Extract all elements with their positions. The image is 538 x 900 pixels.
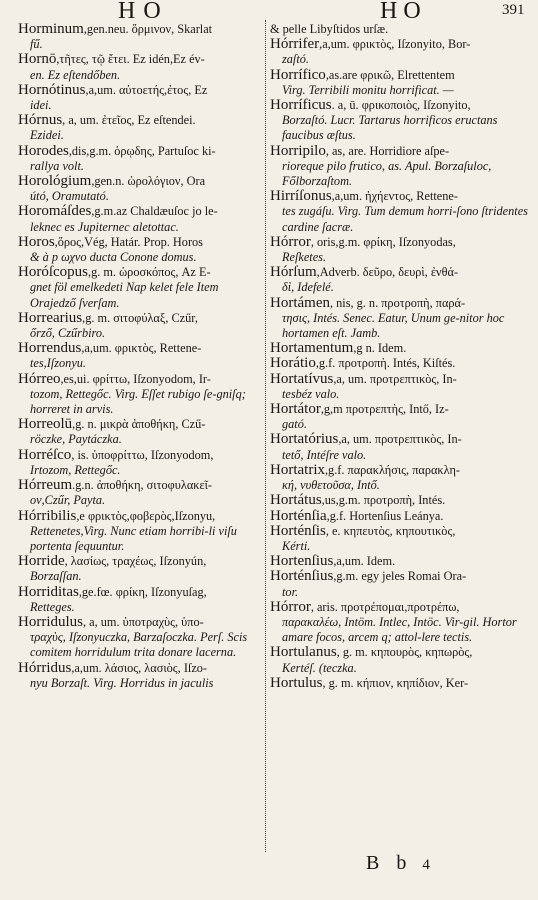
entry-definition: ,dis,g.m. ὁρῳδης, Partuſoc ki- — [68, 143, 216, 158]
entry-continuation: tes,Iſzonyu. — [30, 356, 87, 371]
dictionary-entry — [270, 645, 528, 675]
entry-headword: Horreolū — [18, 416, 73, 433]
entry-continuation: tes zugáſu. Virg. Tum demum horri-ſono ſtridentes cardine ſacræ. — [282, 204, 528, 234]
entry-definition: ,g.f. παρακλήσις, παρακλη- — [324, 462, 460, 477]
entry-continuation: Irtozom, Rettegőc. — [30, 462, 121, 477]
entry-definition: ,us,g.m. προτροπὴ, Intés. — [321, 493, 446, 508]
dictionary-entry — [270, 98, 528, 144]
entry-headword: Horrearius — [18, 309, 83, 326]
entry-headword: Horténſis — [270, 522, 326, 539]
entry-headword: Hornótinus — [18, 81, 86, 98]
entry-continuation: κή, νυθετοῦσα, Intő. — [282, 478, 380, 493]
entry-headword: Hórror — [270, 598, 311, 615]
entry-headword: Horríficus — [270, 97, 332, 114]
entry-definition: ,g,m προτρεπτὴς, Intő, Iz- — [320, 402, 449, 417]
entry-definition: ,es,ui. φρίττω, Iſzonyodom, Ir- — [60, 371, 211, 386]
entry-definition: ,a, um. προτρεπτικὸς, In- — [338, 432, 462, 447]
entry-headword: Horriditas — [18, 583, 79, 600]
dictionary-entry — [18, 448, 264, 478]
entry-headword: Hórribilis — [18, 507, 77, 524]
entry-headword: Horride — [18, 553, 65, 570]
dictionary-entry — [270, 493, 528, 508]
dictionary-entry — [270, 554, 528, 569]
entry-definition: .g.n. ἀποθήκη, σιτοφυλακεῖ- — [72, 478, 213, 493]
entry-headword: Hirríſonus — [270, 188, 332, 205]
entry-continuation: Retteges. — [30, 599, 75, 614]
entry-headword: Hórror — [270, 233, 311, 250]
entry-headword: Hortulus — [270, 674, 323, 691]
entry-continuation: tozom, Rettegőc. Virg. Eſſet rubigo ſe-gniſq; horreret in arvis. — [30, 386, 246, 417]
dictionary-entry — [270, 676, 528, 691]
entry-definition: , a, um. ὑποτραχὺς, ὑπο- — [83, 614, 204, 629]
dictionary-entry — [18, 615, 264, 661]
entry-continuation: τησις, Intés. Senec. Eatur, Unum ge-nitor hoc hortamen eſt. Jamb. — [282, 310, 505, 341]
entry-continuation: Borzaſtó. Lucr. Tartarus horrificos eructans faucibus æſtus. — [282, 113, 498, 143]
dictionary-entry — [270, 189, 528, 235]
entry-definition: ,g.f. προτροπὴ. Intés, Kiſtés. — [315, 356, 456, 371]
entry-definition: ,g. m. σιτοφύλαξ, Czűr, — [82, 310, 198, 325]
entry-definition: , a, um. ἐτεῖος, Ez eſtendei. — [62, 113, 196, 128]
entry-definition: ,a, um. προτρεπτικὸς, In- — [333, 371, 457, 386]
entry-continuation: rioreque pilo frutico, as. Apul. Borzaſuloc, Főlborzaſtom. — [282, 158, 492, 189]
footer-number: 4 — [422, 857, 430, 873]
entry-headword: Horomáſdes — [18, 203, 92, 220]
dictionary-entry — [270, 372, 528, 402]
dictionary-entry — [18, 509, 264, 555]
dictionary-entry — [18, 585, 264, 615]
entry-continuation: Borzaſſan. — [30, 569, 82, 584]
entry-headword: Hortenſius — [270, 553, 334, 570]
entry-definition: , g. m. κήπιον, κηπίδιον, Ker- — [322, 675, 469, 690]
entry-headword: Hortatórius — [270, 431, 339, 448]
entry-headword: Hornō — [18, 51, 57, 68]
dictionary-entry — [270, 509, 528, 524]
entry-headword: Hórridus — [18, 659, 72, 676]
entry-headword: Hortatrix — [270, 461, 325, 478]
entry-headword: Horóſcopus — [18, 264, 88, 281]
entry-continuation: Reſketes. — [282, 250, 327, 265]
footer-signature: B b — [366, 852, 413, 874]
entry-continuation: en. Ez eſtendőben. — [30, 67, 121, 82]
dictionary-entry — [18, 661, 264, 691]
dictionary-entry — [18, 341, 264, 371]
entry-continuation: fű. — [30, 37, 43, 52]
entry-continuation: tesbéz valo. — [282, 386, 340, 401]
dictionary-entry — [270, 144, 528, 190]
entry-continuation: tető, Intéſre valo. — [282, 447, 367, 462]
dictionary-entry — [18, 311, 264, 341]
dictionary-entry — [18, 52, 264, 82]
left-column — [18, 22, 264, 691]
entry-headword: Hórrifer — [270, 36, 320, 53]
entry-headword: Horténſius — [270, 568, 334, 585]
entry-continuation: παρακαλέω, Intöm. Intlec, Intöc. Vir-gil. Hortor amare focos, arcem q; attol-lere tectis. — [282, 614, 517, 645]
entry-headword: Horrífico — [270, 66, 326, 83]
right-column — [270, 22, 528, 691]
dictionary-entry — [18, 174, 264, 204]
dictionary-entry — [270, 524, 528, 554]
entry-headword: Hortulanus — [270, 644, 337, 661]
entry-headword: Horréſco — [18, 446, 72, 463]
entry-headword: Horténſia — [270, 507, 327, 524]
entry-definition: ,ὅρος,Vég, Határ. Prop. Horos — [54, 234, 203, 249]
page-number: 391 — [502, 2, 525, 18]
dictionary-entry — [270, 600, 528, 646]
entry-definition: , g. m. κηπουρὸς, κηπωρὸς, — [336, 645, 473, 660]
entry-definition: . a, ū. φρικοποιὸς, Iſzonyito, — [331, 98, 471, 113]
dictionary-entry — [18, 265, 264, 311]
entry-headword: Horos — [18, 233, 55, 250]
page-footer — [366, 852, 430, 875]
dictionary-entry — [270, 68, 528, 98]
entry-definition: ,a,um. φρικτὸς, Rettene- — [81, 341, 202, 356]
entry-headword: Hórreum — [18, 477, 73, 494]
entry-headword: Horridulus — [18, 613, 83, 630]
entry-headword: Hortátus — [270, 492, 322, 509]
entry-definition: , nis, g. n. προτροπὴ, παρά- — [329, 295, 466, 310]
entry-headword: Horodes — [18, 142, 69, 159]
dictionary-entry — [270, 296, 528, 342]
entry-definition: ,g n. Idem. — [353, 341, 407, 356]
entry-definition: ,g. n. μικρὰ ἀποθήκη, Czű- — [72, 417, 206, 432]
entry-definition: ,gen.neu. ὅρμινον, Skarlat — [83, 22, 213, 36]
entry-definition: , as, are. Horridiore aſpe- — [325, 143, 450, 158]
entry-continuation: δὶ, Idefelé. — [282, 280, 334, 295]
entry-continuation: őrző, Czűrbiro. — [30, 326, 106, 341]
entry-definition: , λασίως, τραχέως, Iſzonyún, — [64, 554, 207, 569]
entry-definition: ,a,um. λάσιος, λασιὸς, Iſzo- — [71, 660, 208, 675]
entry-definition: ,as.are φρικῶ, Elrettentem — [325, 67, 455, 82]
entry-continuation: ον,Czűr, Payta. — [30, 493, 106, 508]
entry-headword: Hortamentum — [270, 340, 354, 357]
dictionary-entry — [18, 22, 264, 52]
entry-definition: ,τῆτες, τῷ ἔτει. Ez idén,Ez év- — [56, 52, 205, 67]
entry-definition: ,a,um. ἠχήεντος, Rettene- — [331, 189, 458, 204]
entry-definition: ,g.m. egy jeles Romai Ora- — [333, 569, 467, 584]
dictionary-entry — [270, 235, 528, 265]
entry-continuation: tor. — [282, 584, 299, 599]
entry-continuation: gnet föl emelkedeti Nap kelet fele Item Orajedző ſverſam. — [30, 280, 219, 310]
dictionary-entry — [270, 265, 528, 295]
entry-headword: Hortátor — [270, 401, 321, 418]
entry-continuation: τραχὺς, Iſzonyuczka, Barzaſoczka. Perſ. Scis comitem horridulum trita donare lacerna. — [30, 630, 248, 660]
dictionary-entry — [270, 402, 528, 432]
entry-headword: Hórreo — [18, 370, 61, 387]
entry-headword: Hortatívus — [270, 370, 334, 387]
dictionary-entry — [18, 204, 264, 234]
entry-definition: ,g. m. ὡροσκόπος, Az E- — [88, 265, 211, 280]
entry-continuation: Kérti. — [282, 538, 311, 553]
entry-continuation: Kertéſ. (teczka. — [282, 660, 357, 675]
entry-continuation: Virg. Terribili monitu horrificat. — — [282, 82, 454, 97]
dictionary-entry — [270, 356, 528, 371]
entry-continuation: gató. — [282, 417, 307, 432]
entry-continuation: & à p ωχνο ducta Conone domus. — [30, 250, 197, 265]
entry-continuation: nyu Borzaſt. Virg. Horridus in jaculis — [30, 675, 214, 690]
entry-continuation: Ezidei. — [30, 128, 64, 143]
entry-headword: Horminum — [18, 21, 84, 37]
entry-headword: Horripilo — [270, 142, 326, 159]
dictionary-entry — [270, 37, 528, 67]
entry-definition: , aris. προτρέπομαι,προτρέπω, — [310, 599, 460, 614]
entry-definition: ,a,um. Idem. — [333, 554, 396, 569]
entry-headword: Hortámen — [270, 294, 330, 311]
entry-headword: Horátio — [270, 355, 316, 372]
entry-continuation: rallya volt. — [30, 158, 84, 173]
column-divider — [265, 20, 267, 852]
dictionary-entry — [18, 113, 264, 143]
entry-definition: ,a,um. φρικτὸς, Iſzonyito, Bor- — [319, 37, 471, 52]
entry-definition: ,g.f. Hortenſius Leánya. — [326, 508, 444, 523]
dictionary-entry — [18, 144, 264, 174]
entry-definition: ,ge.fœ. φρίκη, Iſzonyuſag, — [78, 584, 207, 599]
entry-continuation: idei. — [30, 98, 52, 113]
entry-continuation: zaſtó. — [282, 52, 309, 67]
dictionary-entry — [18, 478, 264, 508]
dictionary-entry — [270, 569, 528, 599]
dictionary-entry — [270, 341, 528, 356]
entry-definition: , e. κηπευτὸς, κηπουτικὸς, — [325, 523, 456, 538]
entry-continuation: leknec es Jupiternec aletottac. — [30, 219, 179, 234]
entry-definition: ,gen.n. ὡρολόγιον, Ora — [91, 174, 206, 189]
entry-continuation: Rettenetes,Virg. Nunc etiam horribi-li viſu portenta ſequuntur. — [30, 523, 237, 553]
dictionary-entry — [270, 463, 528, 493]
dictionary-entry — [18, 554, 264, 584]
entry-continuation: útó, Oramutató. — [30, 189, 109, 204]
entry-definition: ,g.m.az Chaldæuſoc jo le- — [91, 204, 218, 219]
dictionary-entry — [18, 235, 264, 265]
entry-definition: ,a,um. αὐτοετής,ἐτος, Ez — [85, 82, 208, 97]
entry-definition: & pelle Libyſtidos urſæ. — [270, 22, 389, 36]
header-right-letters: H O — [380, 0, 421, 24]
dictionary-entry — [18, 372, 264, 418]
entry-headword: Horológium — [18, 173, 92, 190]
dictionary-entry — [270, 432, 528, 462]
dictionary-entry — [270, 22, 528, 37]
entry-headword: Hórnus — [18, 112, 63, 129]
entry-headword: Hórſum — [270, 264, 317, 281]
entry-definition: ,e φρικτὸς,φοβερὸς,Iſzonyu, — [76, 508, 216, 523]
header-left-letters: H O — [118, 0, 162, 24]
dictionary-entry — [18, 83, 264, 113]
page-header — [0, 0, 538, 22]
entry-definition: ,Adverb. δεῦρο, δευρὶ, ἐνθά- — [316, 265, 459, 280]
entry-continuation: röczke, Paytáczka. — [30, 432, 122, 447]
entry-definition: , is. ὑποφρίττω, Iſzonyodom, — [71, 447, 214, 462]
dictionary-entry — [18, 417, 264, 447]
entry-headword: Horrendus — [18, 340, 82, 357]
entry-definition: , oris,g.m. φρίκη, Iſzonyodas, — [310, 234, 456, 249]
